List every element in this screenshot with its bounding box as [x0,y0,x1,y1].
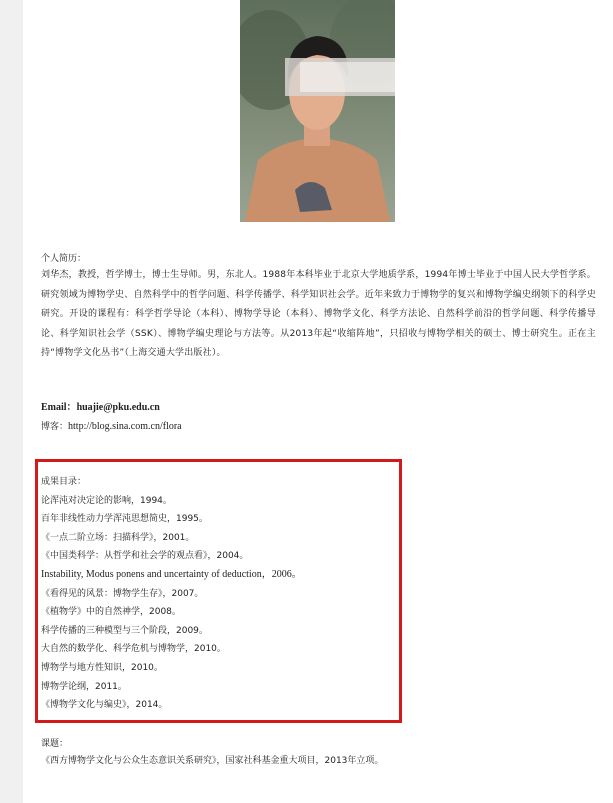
publication-item: 博物学与地方性知识，2010。 [41,662,163,673]
publication-item: Instability, Modus ponens and uncertainty of deduction，2006。 [41,568,302,580]
blog-label: 博客： [41,422,69,432]
email-address[interactable]: huajie@pku.edu.cn [76,402,160,413]
publication-item: 科学传播的三种模型与三个阶段，2009。 [41,625,208,636]
blog-link[interactable]: http://blog.sina.com.cn/flora [68,421,182,432]
publication-item: 大自然的数学化、科学危机与博物学，2010。 [41,644,226,655]
publication-item: 《植物学》中的自然神学，2008。 [41,607,181,618]
publication-item: 博物学论纲，2011。 [41,681,127,692]
publication-item: 百年非线性动力学浑沌思想简史，1995。 [41,514,208,525]
bio-paragraph: 刘华杰，教授，哲学博士，博士生导师。男，东北人。1988年本科毕业于北京大学地质学系，1994年博士毕业于中国人民大学哲学系。研究领域为博物学史、自然科学中的哲学问题、科学传播学、科学知识社会学。近年来致力于博物学的复兴和博物学编史纲领下的科学史研究。开设的课程有：科学哲学导论（本科）、博物学导论（本科）、博物学文化、科学方法论、自然科学前沿的哲学问题、科学传播导论、科学知识社会学（SSK）、博物学编史理论与方法等。从2013年起“收缩阵地”，只招收与博物学相关的硕士、博士研究生。正在主持“博物学文化丛书”（上海交通大学出版社）。 [41,270,596,358]
email-label: Email： [41,402,77,413]
publication-item: 论浑沌对决定论的影响，1994。 [41,495,172,506]
publication-item: 《中国类科学：从哲学和社会学的观点看》，2004。 [41,551,249,562]
topics-heading: 课题： [41,739,69,749]
profile-photo [240,0,395,222]
email-line [41,398,596,417]
publication-item: 《看得见的风景：博物学生存》，2007。 [41,588,204,599]
publications-heading: 成果目录： [41,477,87,487]
blog-line [41,417,596,437]
publication-item: 《博物学文化与编史》，2014。 [41,700,168,711]
publications-list [41,473,302,715]
publication-item: 《一点二阶立场：扫描科学》，2001。 [41,532,195,543]
left-gutter [0,0,23,803]
bio-heading: 个人简历： [41,254,87,264]
topic-item: 《西方博物学文化与公众生态意识关系研究》，国家社科基金重大项目，2013年立项。 [41,756,384,766]
